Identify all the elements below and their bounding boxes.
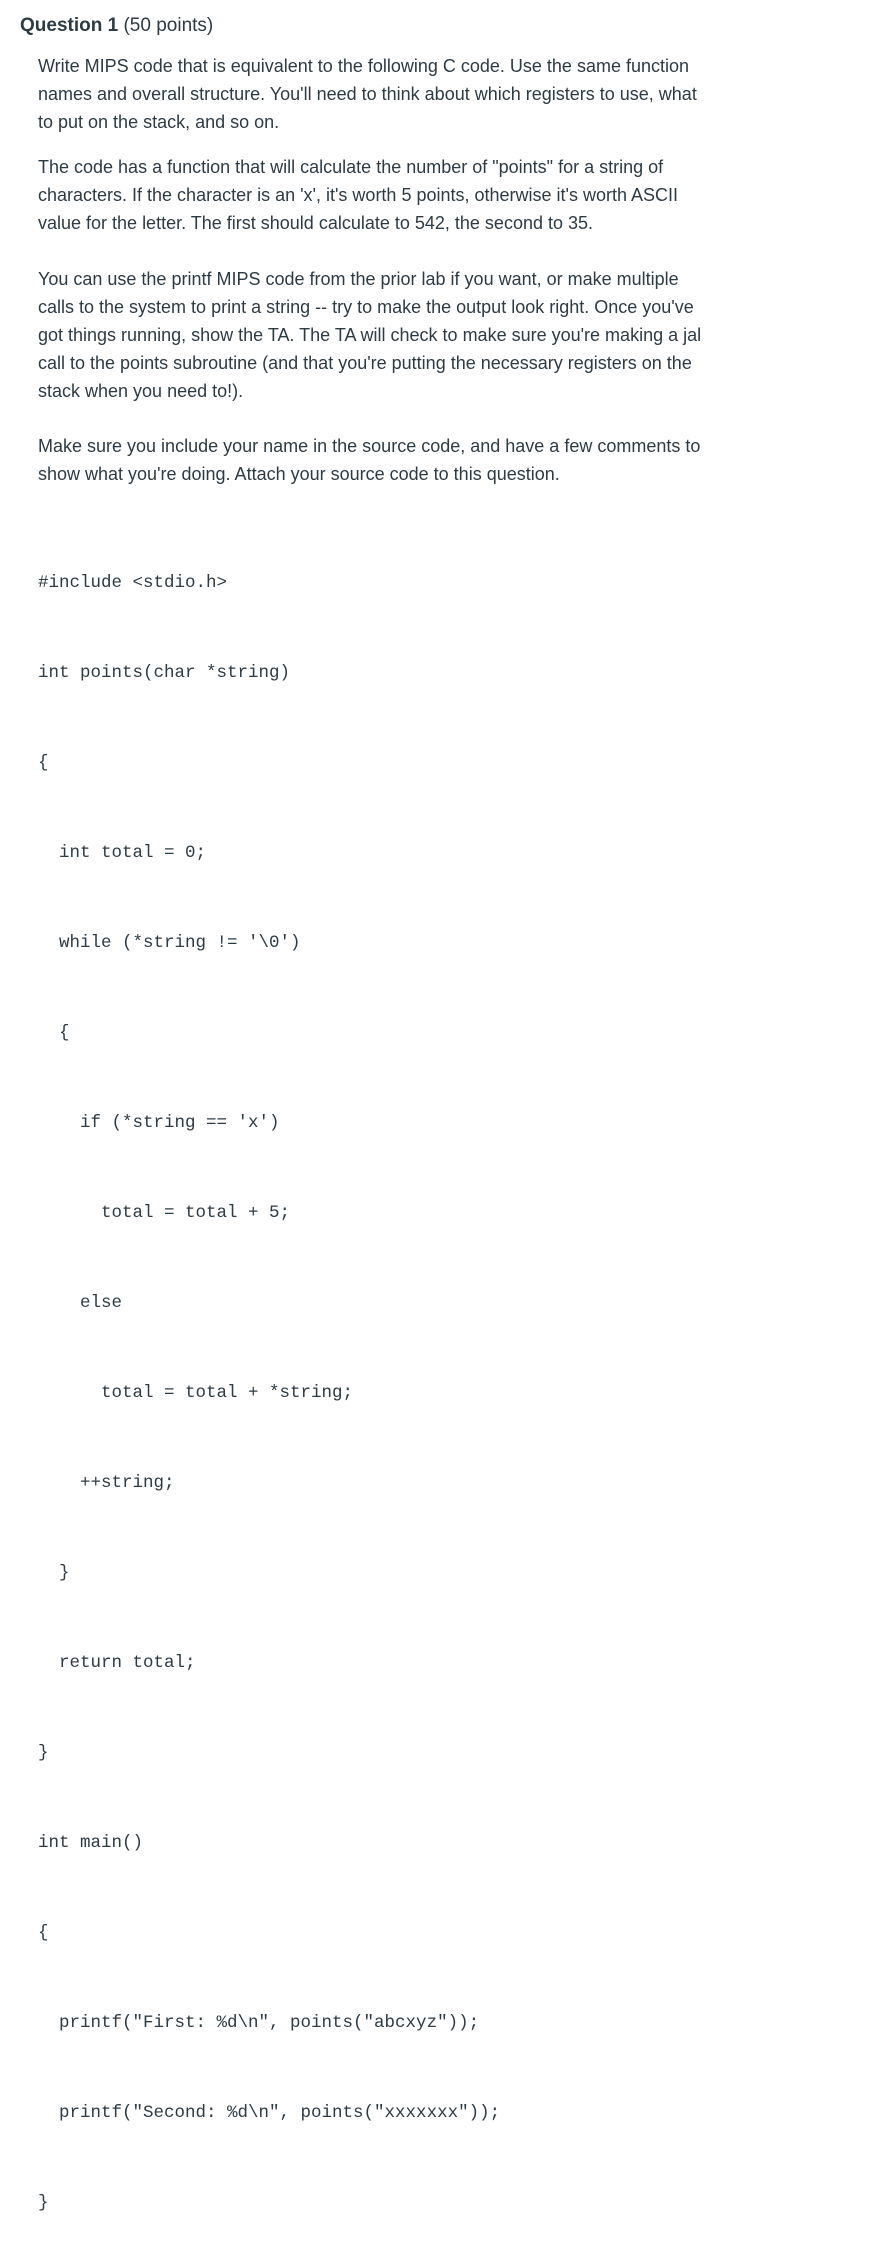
paragraph-description: The code has a function that will calculate the number of "points" for a string of characters. If the character is an 'x', it's worth 5 points, otherwise it's worth ASCII value for the letter. The first should calculate to 542, the second to 35. [38, 157, 679, 233]
code-line: { [38, 1023, 70, 1043]
code-line: { [38, 753, 49, 773]
code-line: } [38, 1743, 49, 1763]
code-block [38, 508, 500, 2248]
question-title: Question 1 [20, 15, 119, 36]
code-line: ++string; [38, 1473, 175, 1493]
code-line: return total; [38, 1653, 196, 1673]
code-line: printf("First: %d\n", points("abcxyz")); [38, 2013, 480, 2033]
question-points: (50 points) [123, 15, 214, 36]
code-line: if (*string == 'x') [38, 1113, 280, 1133]
paragraph-printf-note: You can use the printf MIPS code from the prior lab if you want, or make multiple calls to the system to print a string -- try to make the output look right. Once you've got things running, show the TA. The TA will check to make sure you're making a jal call to the points subroutine (and that you're putting the necessary registers on the stack when you need to!). [38, 269, 702, 401]
code-line: total = total + 5; [38, 1203, 291, 1223]
code-line: printf("Second: %d\n", points("xxxxxxx")); [38, 2103, 501, 2123]
code-line: } [38, 1563, 70, 1583]
paragraph-submission: Make sure you include your name in the source code, and have a few comments to show what you're doing. Attach your source code to this question. [38, 436, 701, 484]
code-line: total = total + *string; [38, 1383, 354, 1403]
code-line: int points(char *string) [38, 663, 291, 683]
code-line: } [38, 2193, 49, 2213]
code-line: int total = 0; [38, 843, 207, 863]
code-line: #include <stdio.h> [38, 573, 228, 593]
code-line: int main() [38, 1833, 144, 1853]
question-header [20, 13, 213, 39]
code-line: while (*string != '\0') [38, 933, 301, 953]
paragraph-instructions: Write MIPS code that is equivalent to the following C code. Use the same function names and overall structure. You'll need to think about which registers to use, what to put on the stack, and so on. [38, 56, 697, 132]
code-line: else [38, 1293, 123, 1313]
code-line: { [38, 1923, 49, 1943]
